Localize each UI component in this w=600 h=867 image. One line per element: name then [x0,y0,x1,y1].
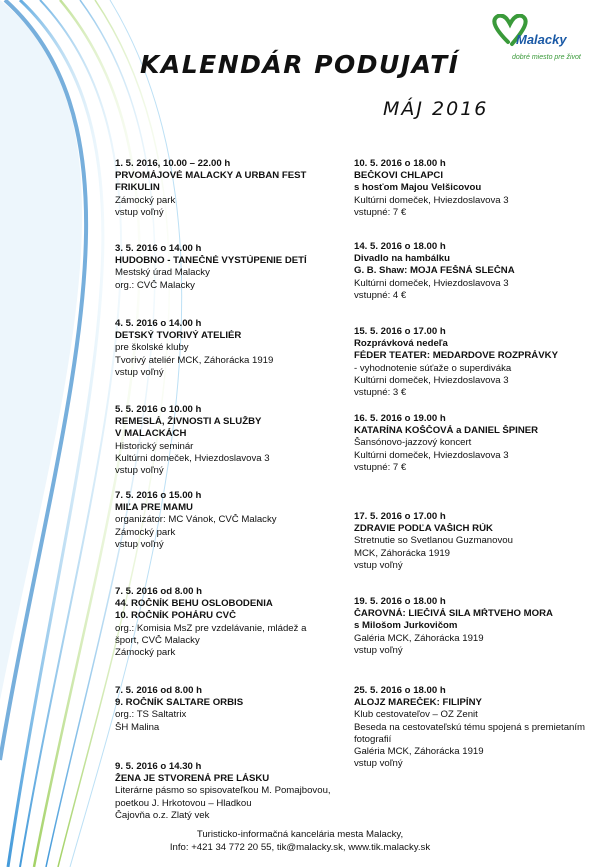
event-line: Zámocký park [115,194,176,206]
event-line: Mestský úrad Malacky [115,267,210,279]
malacky-logo [488,14,600,84]
event-date: 16. 5. 2016 o 19.00 h [354,413,446,424]
event-line: Galéria MCK, Záhorácka 1919 [354,746,484,758]
event-line: KATARÍNA KOŠČOVÁ a DANIEL ŠPINER [354,425,539,437]
event-date: 7. 5. 2016 o 15.00 h [115,490,202,501]
event-item [354,326,598,399]
event-line: org.: TS Saltatrix [115,709,187,721]
event-line: ZDRAVIE PODĽA VAŠICH RÚK [354,523,493,535]
event-line: Kultúrni domeček, Hviezdoslavova 3 [354,449,509,461]
event-line: MIĽA PRE MAMU [115,502,193,514]
event-item [115,318,355,379]
event-line: G. B. Shaw: MOJA FEŠNÁ SLEČNA [354,265,515,277]
event-date: 4. 5. 2016 o 14.00 h [115,318,202,329]
footer [0,828,600,854]
event-line: DETSKÝ TVORIVÝ ATELIÉR [115,330,242,342]
event-line: Divadlo na hambálku [354,253,450,265]
event-date: 7. 5. 2016 od 8.00 h [115,685,202,696]
event-line: 44. ROČNÍK BEHU OSLOBODENIA [115,598,273,610]
event-line: Zámocký park [115,526,176,538]
event-line: Historický seminár [115,440,194,452]
footer-contact: Info: +421 34 772 20 55, tik@malacky.sk, www.tik.malacky.sk [169,842,431,853]
event-line: Stretnutie so Svetlanou Guzmanovou [354,535,513,547]
event-line: vstup voľný [115,465,164,477]
event-line: REMESLÁ, ŽIVNOSTI A SLUŽBY [115,416,262,428]
event-line: vstup voľný [115,206,164,218]
event-line: vstup voľný [115,538,164,550]
event-line: ČAROVNÁ: LIEČIVÁ SILA MŔTVEHO MORA [354,608,553,620]
event-line: ŠH Malina [115,721,160,733]
event-line: ŽENA JE STVORENÁ PRE LÁSKU [115,773,270,785]
event-item [115,243,355,292]
event-line: poetkou J. Hrkotovou – Hladkou [115,797,252,809]
event-line: vstup voľný [354,559,403,571]
event-date: 14. 5. 2016 o 18.00 h [354,241,446,252]
event-date: 1. 5. 2016, 10.00 – 22.00 h [115,158,231,169]
event-item [354,685,598,770]
event-line: Galéria MCK, Záhorácka 1919 [354,632,484,644]
event-date: 5. 5. 2016 o 10.00 h [115,404,202,415]
event-line: Zámocký park [115,647,176,659]
event-line: s Milošom Jurkovičom [354,620,458,632]
event-item [354,158,598,219]
event-date: 10. 5. 2016 o 18.00 h [354,158,446,169]
event-line: fotografií [354,733,392,745]
event-line: vstup voľný [354,758,403,770]
event-line: PRVOMÁJOVÉ MALACKY A URBAN FEST [115,170,307,182]
event-line: Klub cestovateľov – OZ Zenit [354,709,478,721]
event-item [115,490,355,551]
footer-office: Turisticko-informačná kancelária mesta Malacky, [196,829,404,840]
event-line: Kultúrni domeček, Hviezdoslavova 3 [354,277,509,289]
event-date: 7. 5. 2016 od 8.00 h [115,586,202,597]
event-line: ALOJZ MAREČEK: FILIPÍNY [354,697,482,709]
event-line: pre školské kluby [115,342,189,354]
event-line: vstupné: 7 € [354,206,407,218]
event-line: s hosťom Majou Velšicovou [354,182,482,194]
event-line: Beseda na cestovateľskú tému spojená s premietaním [354,721,586,733]
event-item [354,413,598,474]
event-line: BEČKOVI CHLAPCI [354,170,444,182]
event-line: šport, CVČ Malacky [115,634,200,646]
event-line: org.: Komisia MsZ pre vzdelávanie, mládež a [115,622,307,634]
event-item [354,596,598,657]
event-item [354,511,598,572]
event-line: Literárne pásmo so spisovateľkou M. Pomajbovou, [115,785,331,797]
page-subtitle: MÁJ 2016 [383,98,489,120]
event-item [354,241,598,302]
event-line: org.: CVČ Malacky [115,279,195,291]
event-item [115,761,355,822]
event-line: Čajovňa o.z. Zlatý vek [115,809,210,821]
event-line: vstupné: 4 € [354,289,407,301]
event-date: 15. 5. 2016 o 17.00 h [354,326,446,337]
event-line: vstupné: 3 € [354,387,407,399]
event-line: Kultúrni domeček, Hviezdoslavova 3 [354,374,509,386]
event-line: Šansónovo-jazzový koncert [354,437,472,449]
event-line: MCK, Záhorácka 1919 [354,547,450,559]
heart-logo-icon [488,14,600,84]
event-line: organizátor: MC Vánok, CVČ Malacky [115,514,277,526]
event-line: V MALACKÁCH [115,428,187,440]
event-item [115,586,355,659]
event-date: 25. 5. 2016 o 18.00 h [354,685,446,696]
event-item [115,404,355,477]
page-title: KALENDÁR PODUJATÍ [140,50,460,79]
logo-tagline: dobré miesto pre život [512,54,581,61]
event-date: 3. 5. 2016 o 14.00 h [115,243,202,254]
event-line: Rozprávková nedeľa [354,338,448,350]
logo-name: Malacky [516,32,567,47]
event-line: HUDOBNO - TANEČNÉ VYSTÚPENIE DETÍ [115,255,307,267]
event-date: 17. 5. 2016 o 17.00 h [354,511,446,522]
event-line: 10. ROČNÍK POHÁRU CVČ [115,610,237,622]
event-line: Kultúrni domeček, Hviezdoslavova 3 [115,452,270,464]
event-item [115,685,355,734]
event-line: FÉDER TEATER: MEDARDOVE ROZPRÁVKY [354,350,558,362]
event-line: Kultúrni domeček, Hviezdoslavova 3 [354,194,509,206]
event-line: vstup voľný [354,644,403,656]
event-line: 9. ROČNÍK SALTARE ORBIS [115,697,244,709]
event-line: Tvorivý ateliér MCK, Záhorácka 1919 [115,354,274,366]
event-line: vstup voľný [115,366,164,378]
event-line: FRIKULIN [115,182,160,194]
event-item [115,158,355,219]
event-date: 9. 5. 2016 o 14.30 h [115,761,202,772]
event-date: 19. 5. 2016 o 18.00 h [354,596,446,607]
event-line: vstupné: 7 € [354,461,407,473]
event-line: - vyhodnotenie súťaže o superdiváka [354,362,512,374]
